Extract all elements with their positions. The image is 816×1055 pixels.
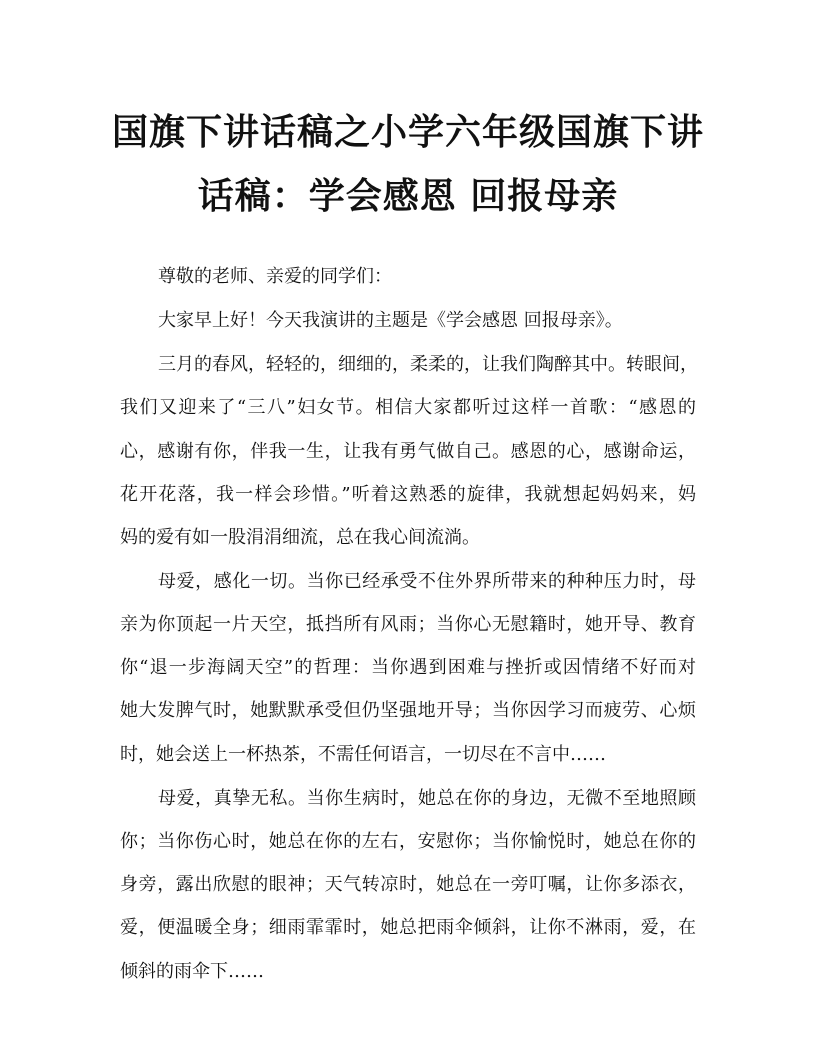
title-line-1: 国旗下讲话稿之小学六年级国旗下讲 [111, 111, 704, 153]
title-line-2: 话稿：学会感恩 回报母亲 [197, 175, 619, 217]
paragraph-line: 妈的爱有如一股涓涓细流，总在我心间流淌。 [120, 527, 480, 548]
paragraph-line: 我们又迎来了“三八”妇女节。相信大家都听过这样一首歌：“感恩的 [120, 397, 696, 418]
salutation: 尊敬的老师、亲爱的同学们： [158, 266, 392, 287]
paragraph-line: 你“退一步海阔天空”的哲理：当你遇到困难与挫折或因情绪不好而对 [120, 657, 696, 678]
paragraph-line: 母爱，真挚无私。当你生病时，她总在你的身边，无微不至地照顾 [158, 788, 696, 809]
paragraph-line: 母爱，感化一切。当你已经承受不住外界所带来的种种压力时，母 [158, 571, 696, 592]
paragraph-line: 心，感谢有你，伴我一生，让我有勇气做自己。感恩的心，感谢命运， [120, 441, 696, 462]
greeting-line: 大家早上好！今天我演讲的主题是《学会感恩 回报母亲》。 [158, 310, 623, 331]
paragraph-line: 她大发脾气时，她默默承受但仍坚强地开导；当你因学习而疲劳、心烦 [120, 700, 696, 721]
paragraph-line: 爱，便温暖全身；细雨霏霏时，她总把雨伞倾斜，让你不淋雨，爱，在 [120, 917, 696, 938]
paragraph-line: 亲为你顶起一片天空，抵挡所有风雨；当你心无慰籍时，她开导、教育 [120, 614, 696, 635]
paragraph-line: 三月的春风，轻轻的，细细的，柔柔的，让我们陶醉其中。转眼间， [158, 354, 698, 375]
paragraph-line: 时，她会送上一杯热茶，不需任何语言，一切尽在不言中…… [120, 744, 606, 765]
paragraph-line: 你；当你伤心时，她总在你的左右，安慰你；当你愉悦时，她总在你的 [120, 831, 696, 852]
paragraph-line: 花开花落，我一样会珍惜。”听着这熟悉的旋律，我就想起妈妈来，妈 [120, 484, 696, 505]
paragraph-line: 身旁，露出欣慰的眼神；天气转凉时，她总在一旁叮嘱，让你多添衣， [120, 874, 696, 895]
paragraph-line: 倾斜的雨伞下…… [120, 961, 264, 982]
